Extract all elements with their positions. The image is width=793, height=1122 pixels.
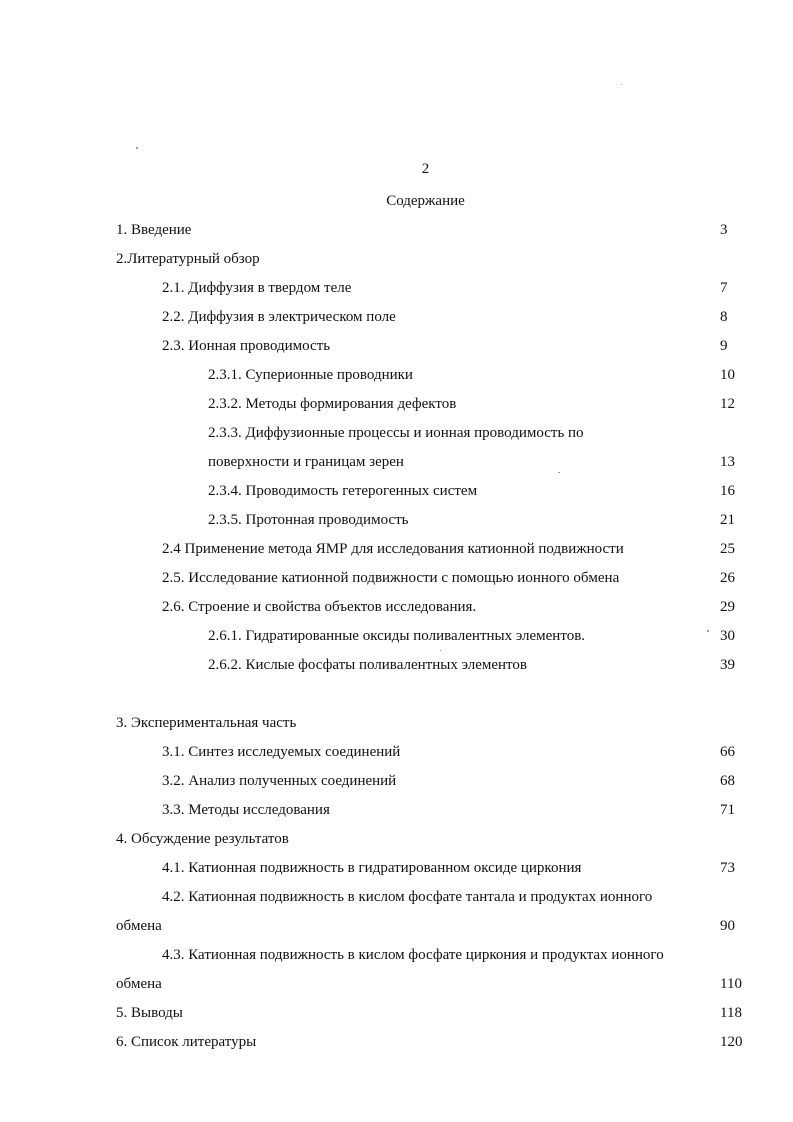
toc-entry-title: 2.2. Диффузия в электрическом поле <box>162 309 396 325</box>
toc-entry-page: 10 <box>720 367 735 383</box>
toc-entry-title: 2.6. Строение и свойства объектов исследования. <box>162 599 477 615</box>
toc-entry-title: 4.1. Катионная подвижность в гидратированном оксиде циркония <box>162 860 582 876</box>
toc-entry-page: 71 <box>720 802 735 818</box>
toc-entry-page: 8 <box>720 309 728 325</box>
scan-speck <box>440 650 441 651</box>
toc-entry-title: 2.3.1. Суперионные проводники <box>208 367 413 383</box>
toc-entry-title: 3. Экспериментальная часть <box>116 715 297 731</box>
toc-title: Содержание <box>386 193 465 209</box>
toc-entry-title: 4.2. Катионная подвижность в кислом фосфате тантала и продуктах ионного <box>162 889 653 905</box>
toc-entry-page: 3 <box>720 222 728 238</box>
toc-entry-page: 16 <box>720 483 735 499</box>
scan-speck <box>558 472 560 473</box>
toc-entry-title: 3.1. Синтез исследуемых соединений <box>162 744 401 760</box>
toc-entry-title: 5. Выводы <box>116 1005 183 1021</box>
toc-entry-page: 26 <box>720 570 735 586</box>
toc-entry-title: 6. Список литературы <box>116 1034 257 1050</box>
toc-entry-page: 25 <box>720 541 735 557</box>
toc-entry-title: 2.4 Применение метода ЯМР для исследования катионной подвижности <box>162 541 624 557</box>
toc-entry-title: 2.3.5. Протонная проводимость <box>208 512 409 528</box>
toc-entry-title: 2.3.3. Диффузионные процессы и ионная проводимость по <box>208 425 584 441</box>
toc-entry-title: поверхности и границам зерен <box>208 454 404 470</box>
scan-speck <box>707 630 709 632</box>
toc-entry-title: обмена <box>116 976 162 992</box>
scan-speck <box>621 84 622 85</box>
toc-entry-page: 21 <box>720 512 735 528</box>
page-number: 2 <box>421 161 430 177</box>
toc-entry-page: 110 <box>720 976 742 992</box>
toc-entry-title: 2.3. Ионная проводимость <box>162 338 331 354</box>
toc-entry-page: 118 <box>720 1005 742 1021</box>
toc-entry-title: обмена <box>116 918 162 934</box>
toc-entry-page: 120 <box>720 1034 743 1050</box>
toc-entry-title: 2.5. Исследование катионной подвижности с помощью ионного обмена <box>162 570 620 586</box>
toc-entry-title: 2.3.4. Проводимость гетерогенных систем <box>208 483 478 499</box>
toc-entry-page: 66 <box>720 744 735 760</box>
toc-entry-title: 2.3.2. Методы формирования дефектов <box>208 396 457 412</box>
toc-entry-title: 1. Введение <box>116 222 192 238</box>
toc-entry-page: 73 <box>720 860 735 876</box>
toc-entry-page: 29 <box>720 599 735 615</box>
toc-entry-page: 12 <box>720 396 735 412</box>
toc-entry-title: 2.Литературный обзор <box>116 251 260 267</box>
toc-entry-page: 30 <box>720 628 735 644</box>
toc-entry-page: 39 <box>720 657 735 673</box>
toc-entry-title: 3.3. Методы исследования <box>162 802 330 818</box>
toc-entry-page: 9 <box>720 338 728 354</box>
toc-entry-title: 2.1. Диффузия в твердом теле <box>162 280 352 296</box>
toc-entry-title: 2.6.2. Кислые фосфаты поливалентных элементов <box>208 657 527 673</box>
toc-entry-title: 2.6.1. Гидратированные оксиды поливалентных элементов. <box>208 628 586 644</box>
toc-entry-page: 68 <box>720 773 735 789</box>
toc-entry-title: 3.2. Анализ полученных соединений <box>162 773 397 789</box>
toc-entry-title: 4.3. Катионная подвижность в кислом фосфате циркония и продуктах ионного <box>162 947 664 963</box>
toc-entry-title: 4. Обсуждение результатов <box>116 831 289 847</box>
scan-speck <box>136 147 138 149</box>
toc-entry-page: 90 <box>720 918 735 934</box>
toc-entry-page: 13 <box>720 454 735 470</box>
toc-entry-page: 7 <box>720 280 728 296</box>
